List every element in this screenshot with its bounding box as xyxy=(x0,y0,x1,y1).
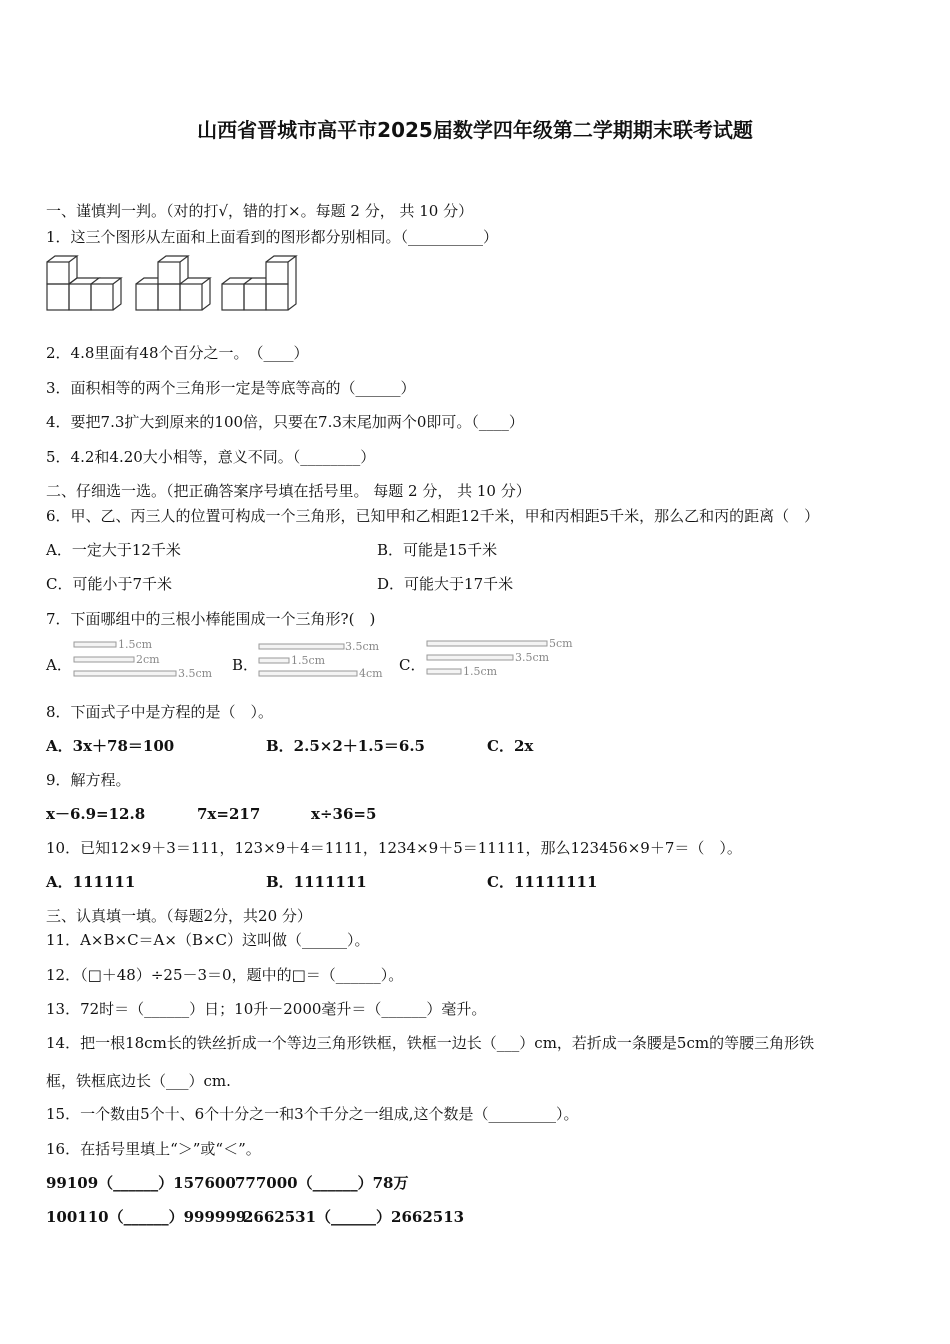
question-8-option-a: A．3x＋78＝100 xyxy=(46,737,175,755)
stick-b-3 xyxy=(259,671,357,676)
cube-figures-svg xyxy=(44,254,304,316)
question-6-option-a: A．一定大于12千米 xyxy=(46,541,181,559)
question-9-stem: 9．解方程。 xyxy=(46,771,131,789)
question-7-stem: 7．下面哪组中的三根小棒能围成一个三角形?( ) xyxy=(46,610,376,628)
question-10-stem: 10．已知12×9＋3＝111，123×9＋4＝1111，1234×9＋5＝11111，那么123456×9＋7＝（ ）。 xyxy=(46,839,742,857)
question-3: 3．面积相等的两个三角形一定是等底等高的（______） xyxy=(46,379,416,397)
stick-group-a xyxy=(72,637,222,685)
stick-b-2-label: 1.5cm xyxy=(291,654,326,667)
question-14-line-1: 14．把一根18cm长的铁丝折成一个等边三角形铁框，铁框一边长（___）cm，若折成一条腰是5cm的等腰三角形铁 xyxy=(46,1034,815,1052)
question-14-line-2: 框，铁框底边长（___）cm. xyxy=(46,1072,231,1090)
stick-b-1 xyxy=(259,644,344,649)
cube-figures xyxy=(44,254,304,320)
question-6-option-b: B．可能是15千米 xyxy=(377,541,498,559)
stick-c-2-label: 3.5cm xyxy=(515,651,550,664)
question-16-item-1: 99109（______）157600 xyxy=(46,1174,236,1192)
stick-a-3 xyxy=(74,671,176,676)
question-7-option-b-label: B． xyxy=(232,656,259,674)
section2-header: 二、仔细选一选。（把正确答案序号填在括号里。 每题 2 分， 共 10 分） xyxy=(46,482,531,500)
question-8-stem: 8．下面式子中是方程的是（ ）。 xyxy=(46,703,274,721)
stick-a-2-label: 2cm xyxy=(136,653,160,666)
question-4: 4．要把7.3扩大到原来的100倍，只要在7.3末尾加两个0即可。（____） xyxy=(46,413,524,431)
stick-a-1 xyxy=(74,642,116,647)
cube-figure-3 xyxy=(222,256,296,310)
question-16-item-4: 2662531（______）2662513 xyxy=(243,1208,465,1226)
page-title: 山西省晋城市高平市2025届数学四年级第二学期期末联考试题 xyxy=(197,118,753,142)
section3-header: 三、认真填一填。（每题2分，共20 分） xyxy=(46,907,312,925)
cube-figure-2 xyxy=(136,256,210,310)
stick-a-1-label: 1.5cm xyxy=(118,638,153,651)
question-7-option-a-label: A． xyxy=(46,656,72,674)
cube-figure-1 xyxy=(47,256,121,310)
question-15: 15．一个数由5个十、6个十分之一和3个千分之一组成,这个数是（_________）。 xyxy=(46,1105,579,1123)
question-6-option-d: D．可能大于17千米 xyxy=(377,575,514,593)
section1-header: 一、谨慎判一判。（对的打√，错的打×。每题 2 分， 共 10 分） xyxy=(46,202,474,220)
stick-a-2 xyxy=(74,657,134,662)
stick-group-c xyxy=(425,635,580,683)
question-9-equation-3: x÷36=5 xyxy=(311,805,377,823)
question-8-option-b: B．2.5×2＋1.5＝6.5 xyxy=(266,737,425,755)
question-16: 16．在括号里填上“＞”或“＜”。 xyxy=(46,1140,261,1158)
stick-c-1-label: 5cm xyxy=(549,637,573,650)
stick-c-1 xyxy=(427,641,547,646)
question-16-item-2: 777000（______）78万 xyxy=(235,1174,409,1192)
stick-b-3-label: 4cm xyxy=(359,667,383,680)
question-10-option-c: C．11111111 xyxy=(487,873,598,891)
question-5: 5．4.2和4.20大小相等，意义不同。（________） xyxy=(46,448,376,466)
question-11: 11．A×B×C＝A×（B×C）这叫做（______）。 xyxy=(46,931,370,949)
question-12: 12．（□＋48）÷25－3＝0，题中的□＝（______）。 xyxy=(46,966,404,984)
question-9-equation-1: x－6.9=12.8 xyxy=(46,805,146,823)
question-6-stem: 6．甲、乙、丙三人的位置可构成一个三角形，已知甲和乙相距12千米，甲和丙相距5千米，那么乙和丙的距离（ ） xyxy=(46,507,820,525)
stick-a-3-label: 3.5cm xyxy=(178,667,213,680)
question-2: 2．4.8里面有48个百分之一。 （____） xyxy=(46,344,309,362)
question-7-option-c-label: C． xyxy=(399,656,426,674)
question-8-option-c: C．2x xyxy=(487,737,534,755)
question-1: 1．这三个图形从左面和上面看到的图形都分别相同。（__________） xyxy=(46,228,499,246)
question-16-item-3: 100110（______）999999 xyxy=(46,1208,247,1226)
stick-c-3-label: 1.5cm xyxy=(463,665,498,678)
stick-c-2 xyxy=(427,655,513,660)
stick-b-2 xyxy=(259,658,289,663)
question-10-option-b: B．1111111 xyxy=(266,873,367,891)
question-13: 13．72时＝（______）日；10升－2000毫升＝（______）毫升。 xyxy=(46,1000,487,1018)
question-10-option-a: A．111111 xyxy=(46,873,136,891)
question-9-equation-2: 7x=217 xyxy=(197,805,261,823)
question-6-option-c: C．可能小于7千米 xyxy=(46,575,173,593)
stick-group-b xyxy=(257,639,392,685)
stick-b-1-label: 3.5cm xyxy=(345,640,380,653)
stick-c-3 xyxy=(427,669,461,674)
